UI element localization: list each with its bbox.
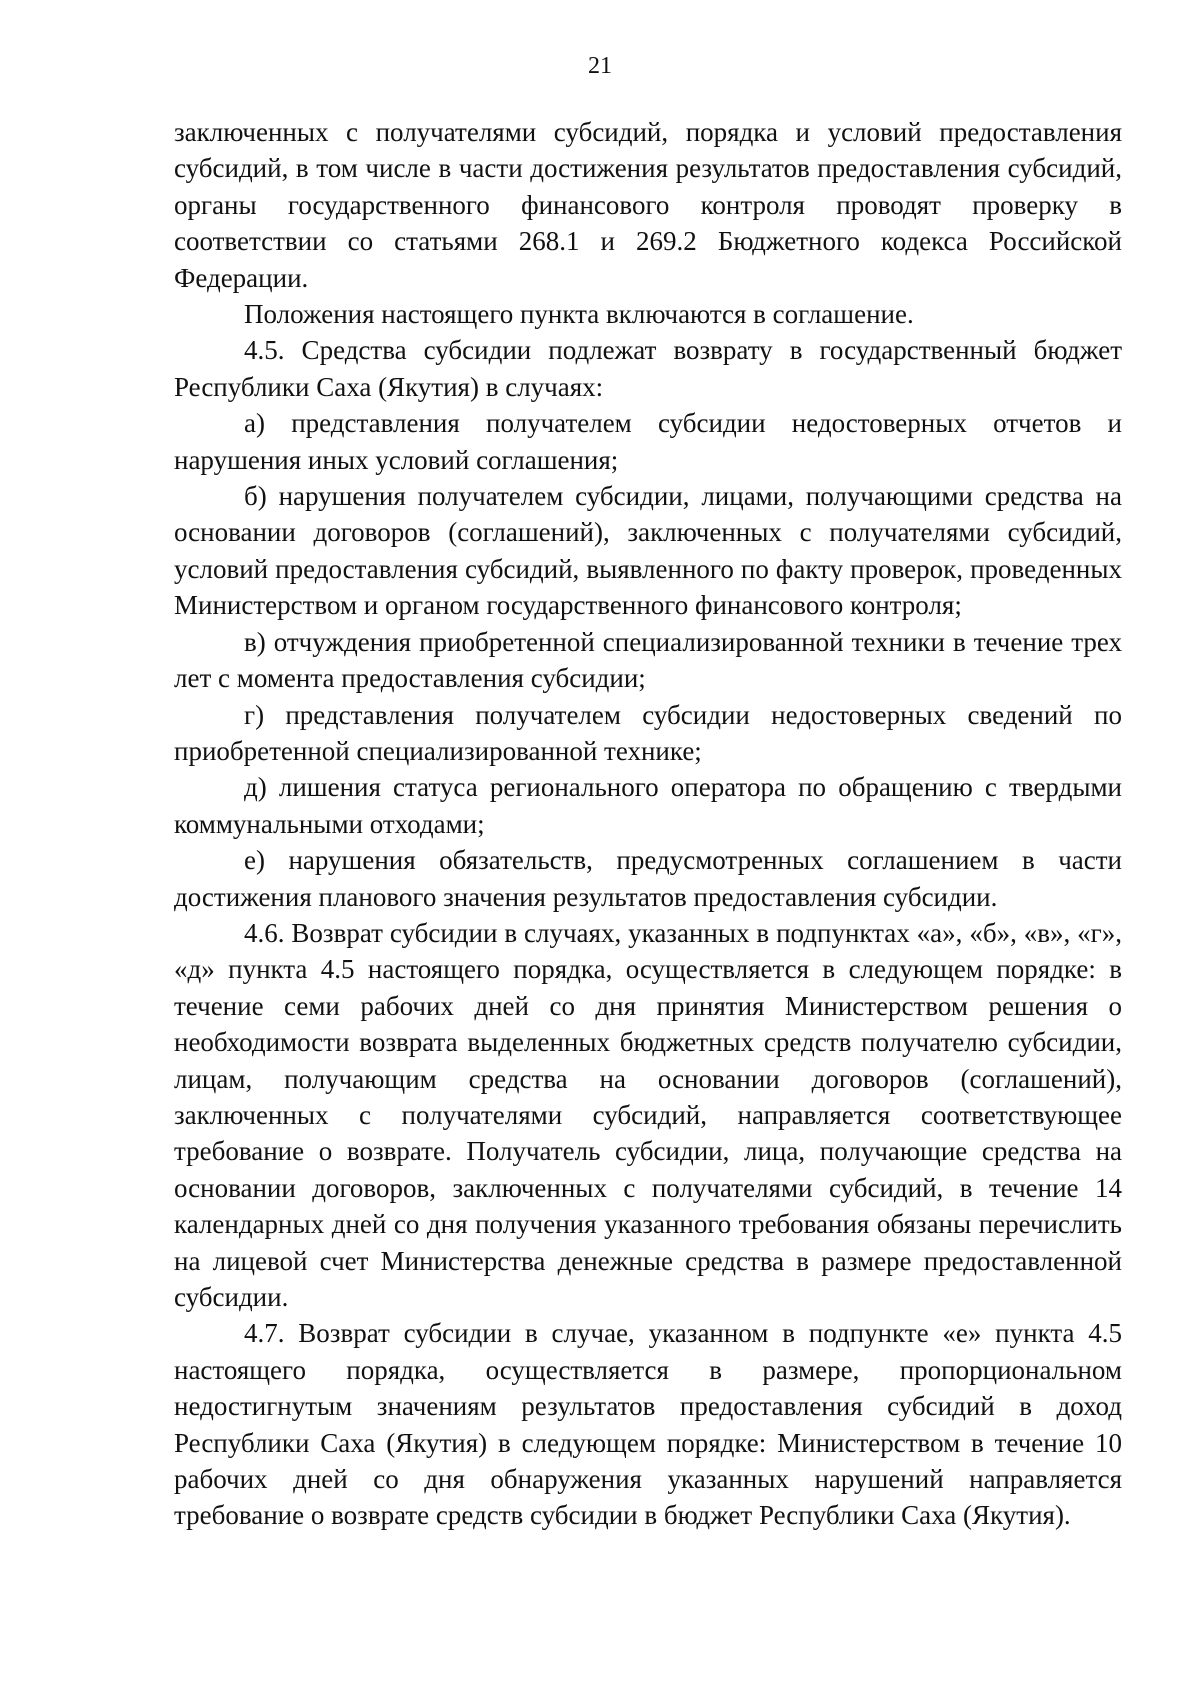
paragraph-4-5-d: д) лишения статуса регионального оператора по обращению с твердыми коммунальными отходами;	[174, 772, 1122, 839]
paragraph-4-6: 4.6. Возврат субсидии в случаях, указанных в подпунктах «а», «б», «в», «г», «д» пункта 4.5 настоящего порядка, осуществляется в следующем порядке: в течение семи рабочих дней со дня принятия Министерством решения о необходимости возврата выделенных бюджетных средств получателю субсидии, лицам, получающим средства на основании договоров (соглашений), заключенных с получателями субсидий, направляется соответствующее требование о возврате. Получатель субсидии, лица, получающие средства на основании договоров, заключенных с получателями субсидий, в течение 14 календарных дней со дня получения указанного требования обязаны перечислить на лицевой счет Министерства денежные средства в размере предоставленной субсидии.	[174, 917, 1122, 1312]
page-number: 21	[588, 53, 612, 79]
paragraph-4-5-b: б) нарушения получателем субсидии, лицами, получающими средства на основании договоров (соглашений), заключенных с получателями субсидий, условий предоставления субсидий, выявленного по факту проверок, проведенных Министерством и органом государственного финансового контроля;	[174, 481, 1122, 621]
paragraph-4-5-g: г) представления получателем субсидии недостоверных сведений по приобретенной специализированной технике;	[174, 699, 1122, 766]
paragraph-provisions: Положения настоящего пункта включаются в соглашение.	[244, 299, 914, 330]
document-body	[174, 114, 1122, 1534]
paragraph-4-7: 4.7. Возврат субсидии в случае, указанном в подпункте «е» пункта 4.5 настоящего порядка, осуществляется в размере, пропорциональном недостигнутым значениям результатов предоставления субсидий в доход Республики Саха (Якутия) в следующем порядке: Министерством в течение 10 рабочих дней со дня обнаружения указанных нарушений направляется требование о возврате средств субсидии в бюджет Республики Саха (Якутия).	[174, 1318, 1122, 1531]
paragraph-4-5: 4.5. Средства субсидии подлежат возврату в государственный бюджет Республики Саха (Якутия) в случаях:	[174, 335, 1122, 402]
paragraph-4-5-v: в) отчуждения приобретенной специализированной техники в течение трех лет с момента предоставления субсидии;	[174, 626, 1122, 694]
paragraph-4-5-e: е) нарушения обязательств, предусмотренных соглашением в части достижения планового значения результатов предоставления субсидии.	[174, 845, 1122, 912]
paragraph-4-5-a: а) представления получателем субсидии недостоверных отчетов и нарушения иных условий соглашения;	[174, 408, 1122, 475]
paragraph-continuation: заключенных с получателями субсидий, порядка и условий предоставления субсидий, в том числе в части достижения результатов предоставления субсидий, органы государственного финансового контроля проводят проверку в соответствии со статьями 268.1 и 269.2 Бюджетного кодекса Российской Федерации.	[174, 117, 1122, 293]
